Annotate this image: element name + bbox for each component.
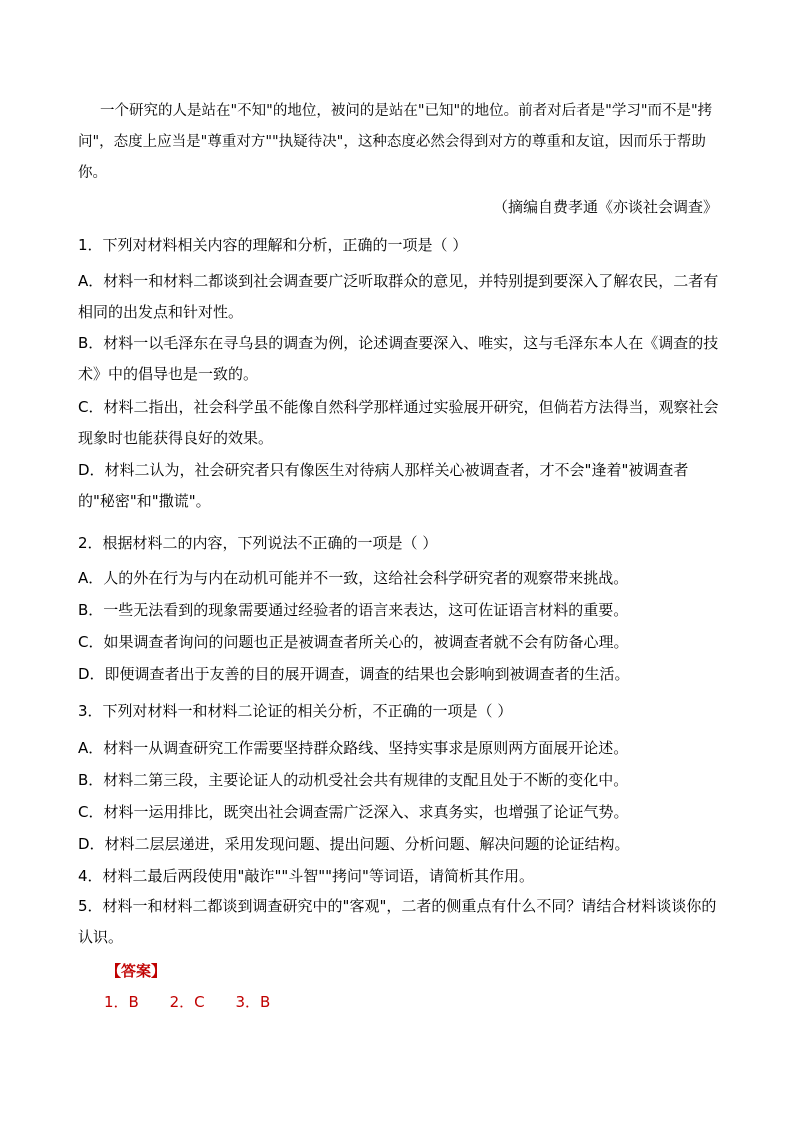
q1-option-a: A．材料一和材料二都谈到社会调查要广泛听取群众的意见，并特别提到要深入了解农民，二者有相同的出发点和针对性。 [78, 272, 719, 321]
answer-1: 1．B [104, 993, 139, 1011]
intro-text: 一个研究的人是站在"不知"的地位，被问的是站在"已知"的地位。前者对后者是"学习"而不是"拷问"，态度上应当是"尊重对方""执疑待决"，这种态度必然会得到对方的尊重和友谊，因而乐于帮助你。 [78, 103, 713, 181]
q3-option-d: D．材料二层层递进，采用发现问题、提出问题、分析问题、解决问题的论证结构。 [78, 835, 630, 853]
q3-option-c: C．材料一运用排比，既突出社会调查需广泛深入、求真务实，也增强了论证气势。 [78, 803, 629, 821]
q1-option-b: B．材料一以毛泽东在寻乌县的调查为例，论述调查要深入、唯实，这与毛泽东本人在《调查的技术》中的倡导也是一致的。 [78, 334, 719, 383]
answer-list [104, 991, 296, 1012]
answer-2: 2．C [169, 993, 205, 1011]
q3-option-a: A．材料一从调查研究工作需要坚持群众路线、坚持实事求是原则两方面展开论述。 [78, 739, 629, 757]
q1-option-c: C．材料二指出，社会科学虽不能像自然科学那样通过实验展开研究，但倘若方法得当，观察社会现象时也能获得良好的效果。 [78, 398, 719, 447]
q1-option-d: D．材料二认为，社会研究者只有像医生对待病人那样关心被调查者，才不会"逢着"被调查者的"秘密"和"撒谎"。 [78, 461, 689, 510]
intro-paragraph [78, 96, 720, 189]
q2-option-d: D．即便调查者出于友善的目的展开调查，调查的结果也会影响到被调查者的生活。 [78, 665, 630, 683]
source-citation: （摘编自费孝通《亦谈社会调查》 [492, 198, 718, 216]
q4-text: 4．材料二最后两段使用"敲诈""斗智""拷问"等词语，请简析其作用。 [78, 867, 534, 885]
q1-stem: 1．下列对材料相关内容的理解和分析，正确的一项是（ ） [78, 236, 468, 254]
q2-option-a: A．人的外在行为与内在动机可能并不一致，这给社会科学研究者的观察带来挑战。 [78, 569, 629, 587]
q2-stem: 2．根据材料二的内容，下列说法不正确的一项是（ ） [78, 534, 438, 552]
q2-option-c: C．如果调查者询问的问题也正是被调查者所关心的，被调查者就不会有防备心理。 [78, 633, 629, 651]
q3-option-b: B．材料二第三段，主要论证人的动机受社会共有规律的支配且处于不断的变化中。 [78, 771, 629, 789]
answer-3: 3．B [235, 993, 271, 1011]
q5-text: 5．材料一和材料二都谈到调查研究中的"客观"，二者的侧重点有什么不同？请结合材料谈谈你的认识。 [78, 897, 717, 946]
q2-option-b: B．一些无法看到的现象需要通过经验者的语言来表达，这可佐证语言材料的重要。 [78, 601, 629, 619]
q3-stem: 3．下列对材料一和材料二论证的相关分析，不正确的一项是（ ） [78, 702, 513, 720]
answer-label: 【答案】 [106, 962, 167, 980]
